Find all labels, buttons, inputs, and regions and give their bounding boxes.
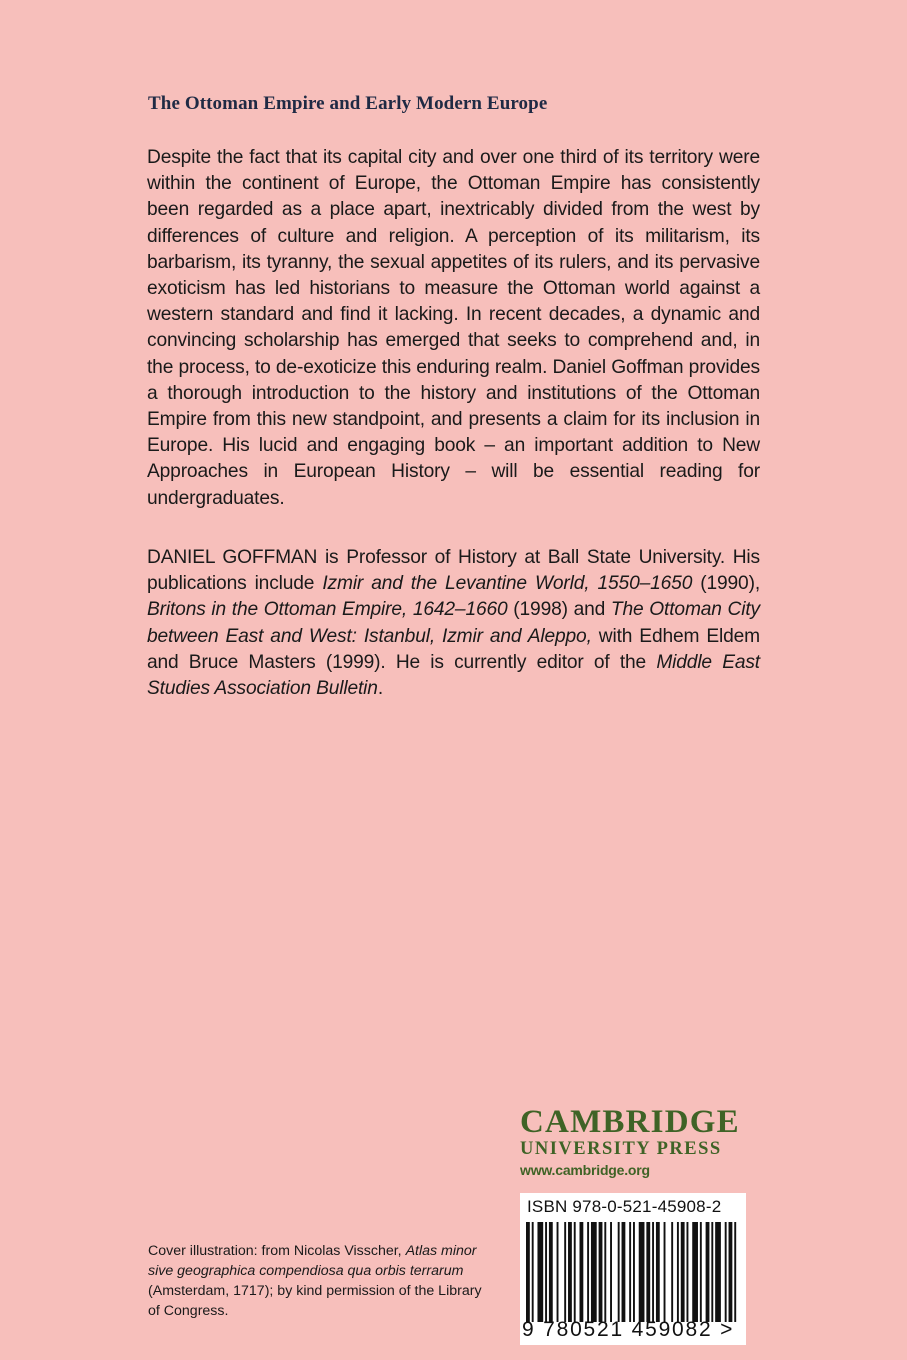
bio-journal: Middle East Studies Association Bulletin (147, 651, 760, 700)
bio-book-1: Izmir and the Levantine World, 1550–1650 (322, 573, 693, 595)
credit-text-2: (Amsterdam, 1717); by kind permission of the Library of Congress. (148, 1283, 482, 1319)
book-blurb: Despite the fact that its capital city and over one third of its territory were within the continent of Europe, the Ottoman Empire has consistently been regarded as a place apart, inextricably divided from the west by differences of culture and religion. A perception of its militarism, its barbarism, its tyranny, the sexual appetites of its rulers, and its pervasive exoticism has led historians to measure the Ottoman world against a western standard and find it lacking. In recent decades, a dynamic and convincing scholarship has emerged that seeks to comprehend and, in the process, to de-exoticize this enduring realm. Daniel Goffman provides a thorough introduction to the history and institutions of the Ottoman Empire from this new standpoint, and presents a claim for its inclusion in Europe. His lucid and engaging book – an important addition to New Approaches in European History – will be essential reading for undergraduates. (147, 147, 760, 509)
bio-text-4: with Edhem Eldem and Bruce Masters (1999). He is currently editor of the (147, 625, 760, 673)
bio-text-2: (1990), (692, 573, 760, 595)
isbn-label: ISBN 978-0-521-45908-2 (527, 1197, 722, 1216)
publisher-name: CAMBRIDGE (520, 1104, 740, 1140)
publisher-logo (520, 1106, 746, 1180)
cover-credit (148, 1241, 488, 1321)
bio-text-3: (1998) and (507, 599, 611, 621)
credit-text-1: Cover illustration: from Nicolas Visscher, (148, 1243, 406, 1259)
author-bio (147, 545, 760, 702)
book-title: The Ottoman Empire and Early Modern Europe (148, 93, 548, 114)
credit-atlas-title: Atlas minor sive geographica compendiosa qua orbis terrarum (148, 1243, 477, 1279)
bio-book-3: The Ottoman City between East and West: Istanbul, Izmir and Aleppo, (147, 599, 761, 647)
bio-text-1: DANIEL GOFFMAN is Professor of History at Ball State University. His publications include (147, 547, 760, 595)
publisher-subtitle: UNIVERSITY PRESS (520, 1139, 722, 1159)
publisher-url: www.cambridge.org (520, 1162, 650, 1178)
barcode-icon (526, 1222, 740, 1322)
bio-book-2: Britons in the Ottoman Empire, 1642–1660 (147, 599, 508, 621)
barcode-digits: 9 780521 459082 > (522, 1318, 735, 1341)
bio-text-5: . (377, 678, 383, 700)
